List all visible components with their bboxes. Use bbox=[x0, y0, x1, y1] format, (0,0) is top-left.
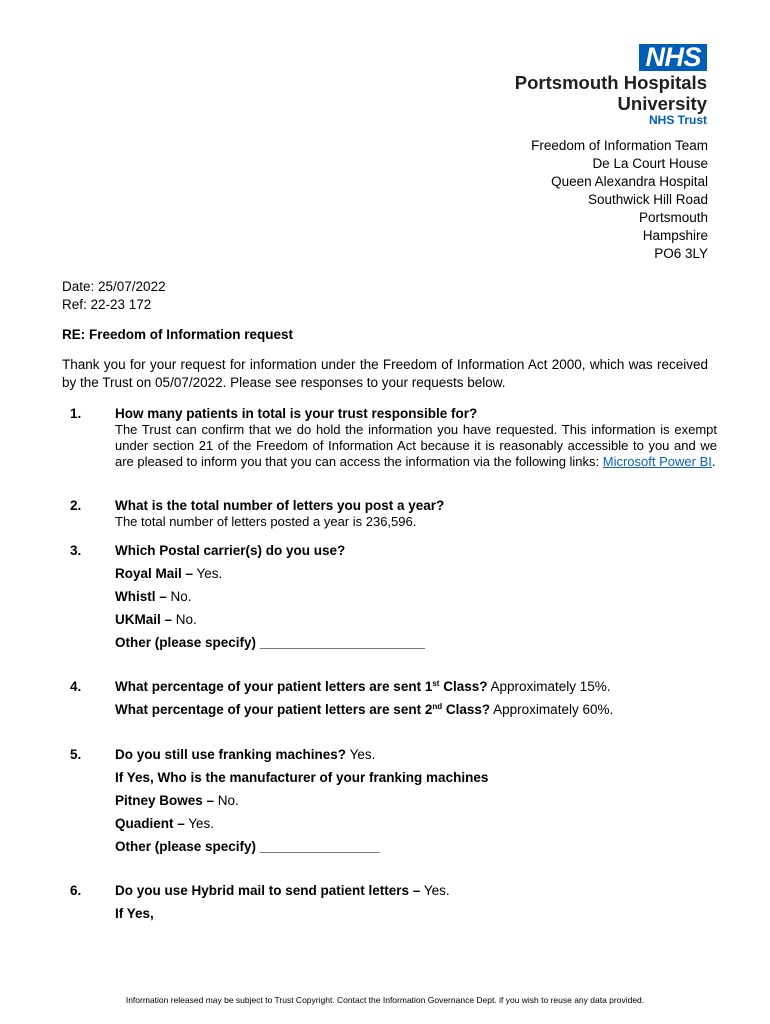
hybrid-mail-question: Do you use Hybrid mail to send patient letters – Yes. bbox=[115, 883, 450, 898]
subject-line: RE: Freedom of Information request bbox=[62, 327, 294, 342]
question-1 bbox=[62, 406, 717, 470]
answer-text-end: . bbox=[711, 454, 716, 469]
hybrid-mail-if-yes: If Yes, bbox=[115, 906, 154, 921]
address-line: PO6 3LY bbox=[654, 246, 708, 261]
franking-question: Do you still use franking machines? Yes. bbox=[115, 747, 376, 762]
address-line: Freedom of Information Team bbox=[531, 138, 708, 153]
address-line: Hampshire bbox=[642, 228, 708, 243]
second-class-percentage: What percentage of your patient letters are sent 2nd Class? Approximately 60%. bbox=[115, 702, 614, 717]
question-4 bbox=[62, 679, 717, 718]
question-title: Which Postal carrier(s) do you use? bbox=[115, 543, 346, 558]
carrier-ukmail: UKMail – No. bbox=[115, 612, 197, 627]
question-number: 4. bbox=[70, 679, 82, 694]
address-line: Queen Alexandra Hospital bbox=[551, 174, 708, 189]
address-line: Portsmouth bbox=[638, 210, 708, 225]
answer-text: The Trust can confirm that we do hold the information you have requested. This information is exempt under section 21 of the Freedom of Information Act because it is reasonably accessible to you and we are pleased to inform you that you can access the information via the following links: bbox=[115, 422, 717, 469]
manufacturer-quadient: Quadient – Yes. bbox=[115, 816, 215, 831]
address-line: Southwick Hill Road bbox=[587, 192, 708, 207]
footer-note: Information released may be subject to Trust Copyright. Contact the Information Governance Dept. if you wish to reuse any data provided. bbox=[125, 995, 645, 1005]
address-line: De La Court House bbox=[592, 156, 708, 171]
org-name-line3: NHS Trust bbox=[648, 113, 707, 127]
org-name-line2: University bbox=[617, 93, 707, 114]
question-5 bbox=[62, 747, 717, 855]
question-number: 1. bbox=[70, 406, 82, 421]
nhs-logo-box: NHS bbox=[639, 44, 707, 71]
question-3 bbox=[62, 543, 717, 651]
first-class-percentage: What percentage of your patient letters are sent 1st Class? Approximately 15%. bbox=[115, 679, 611, 694]
question-answer: The total number of letters posted a year is 236,596. bbox=[115, 514, 417, 529]
carrier-whistl: Whistl – No. bbox=[115, 589, 192, 604]
manufacturer-question: If Yes, Who is the manufacturer of your franking machines bbox=[115, 770, 489, 785]
question-answer bbox=[115, 422, 717, 470]
letter-meta bbox=[62, 278, 166, 314]
question-number: 3. bbox=[70, 543, 82, 558]
letter-date: Date: 25/07/2022 bbox=[62, 279, 166, 294]
power-bi-link[interactable]: Microsoft Power BI bbox=[602, 454, 712, 469]
carrier-royal-mail: Royal Mail – Yes. bbox=[115, 566, 223, 581]
carrier-other: Other (please specify) ______________________ bbox=[115, 635, 425, 650]
trust-logo bbox=[515, 44, 707, 127]
manufacturer-pitney-bowes: Pitney Bowes – No. bbox=[115, 793, 239, 808]
question-number: 5. bbox=[70, 747, 82, 762]
question-number: 2. bbox=[70, 498, 82, 513]
intro-paragraph: Thank you for your request for information under the Freedom of Information Act 2000, which was received by the Trust on 05/07/2022. Please see responses to your requests below. bbox=[62, 357, 708, 390]
question-title: How many patients in total is your trust responsible for? bbox=[115, 406, 478, 421]
question-2 bbox=[62, 498, 717, 530]
question-title: What is the total number of letters you post a year? bbox=[115, 498, 445, 513]
manufacturer-other: Other (please specify) ________________ bbox=[115, 839, 380, 854]
question-6 bbox=[62, 883, 717, 922]
question-number: 6. bbox=[70, 883, 82, 898]
address-block bbox=[531, 137, 708, 263]
org-name-line1: Portsmouth Hospitals bbox=[514, 72, 707, 93]
letter-ref: Ref: 22-23 172 bbox=[62, 297, 152, 312]
